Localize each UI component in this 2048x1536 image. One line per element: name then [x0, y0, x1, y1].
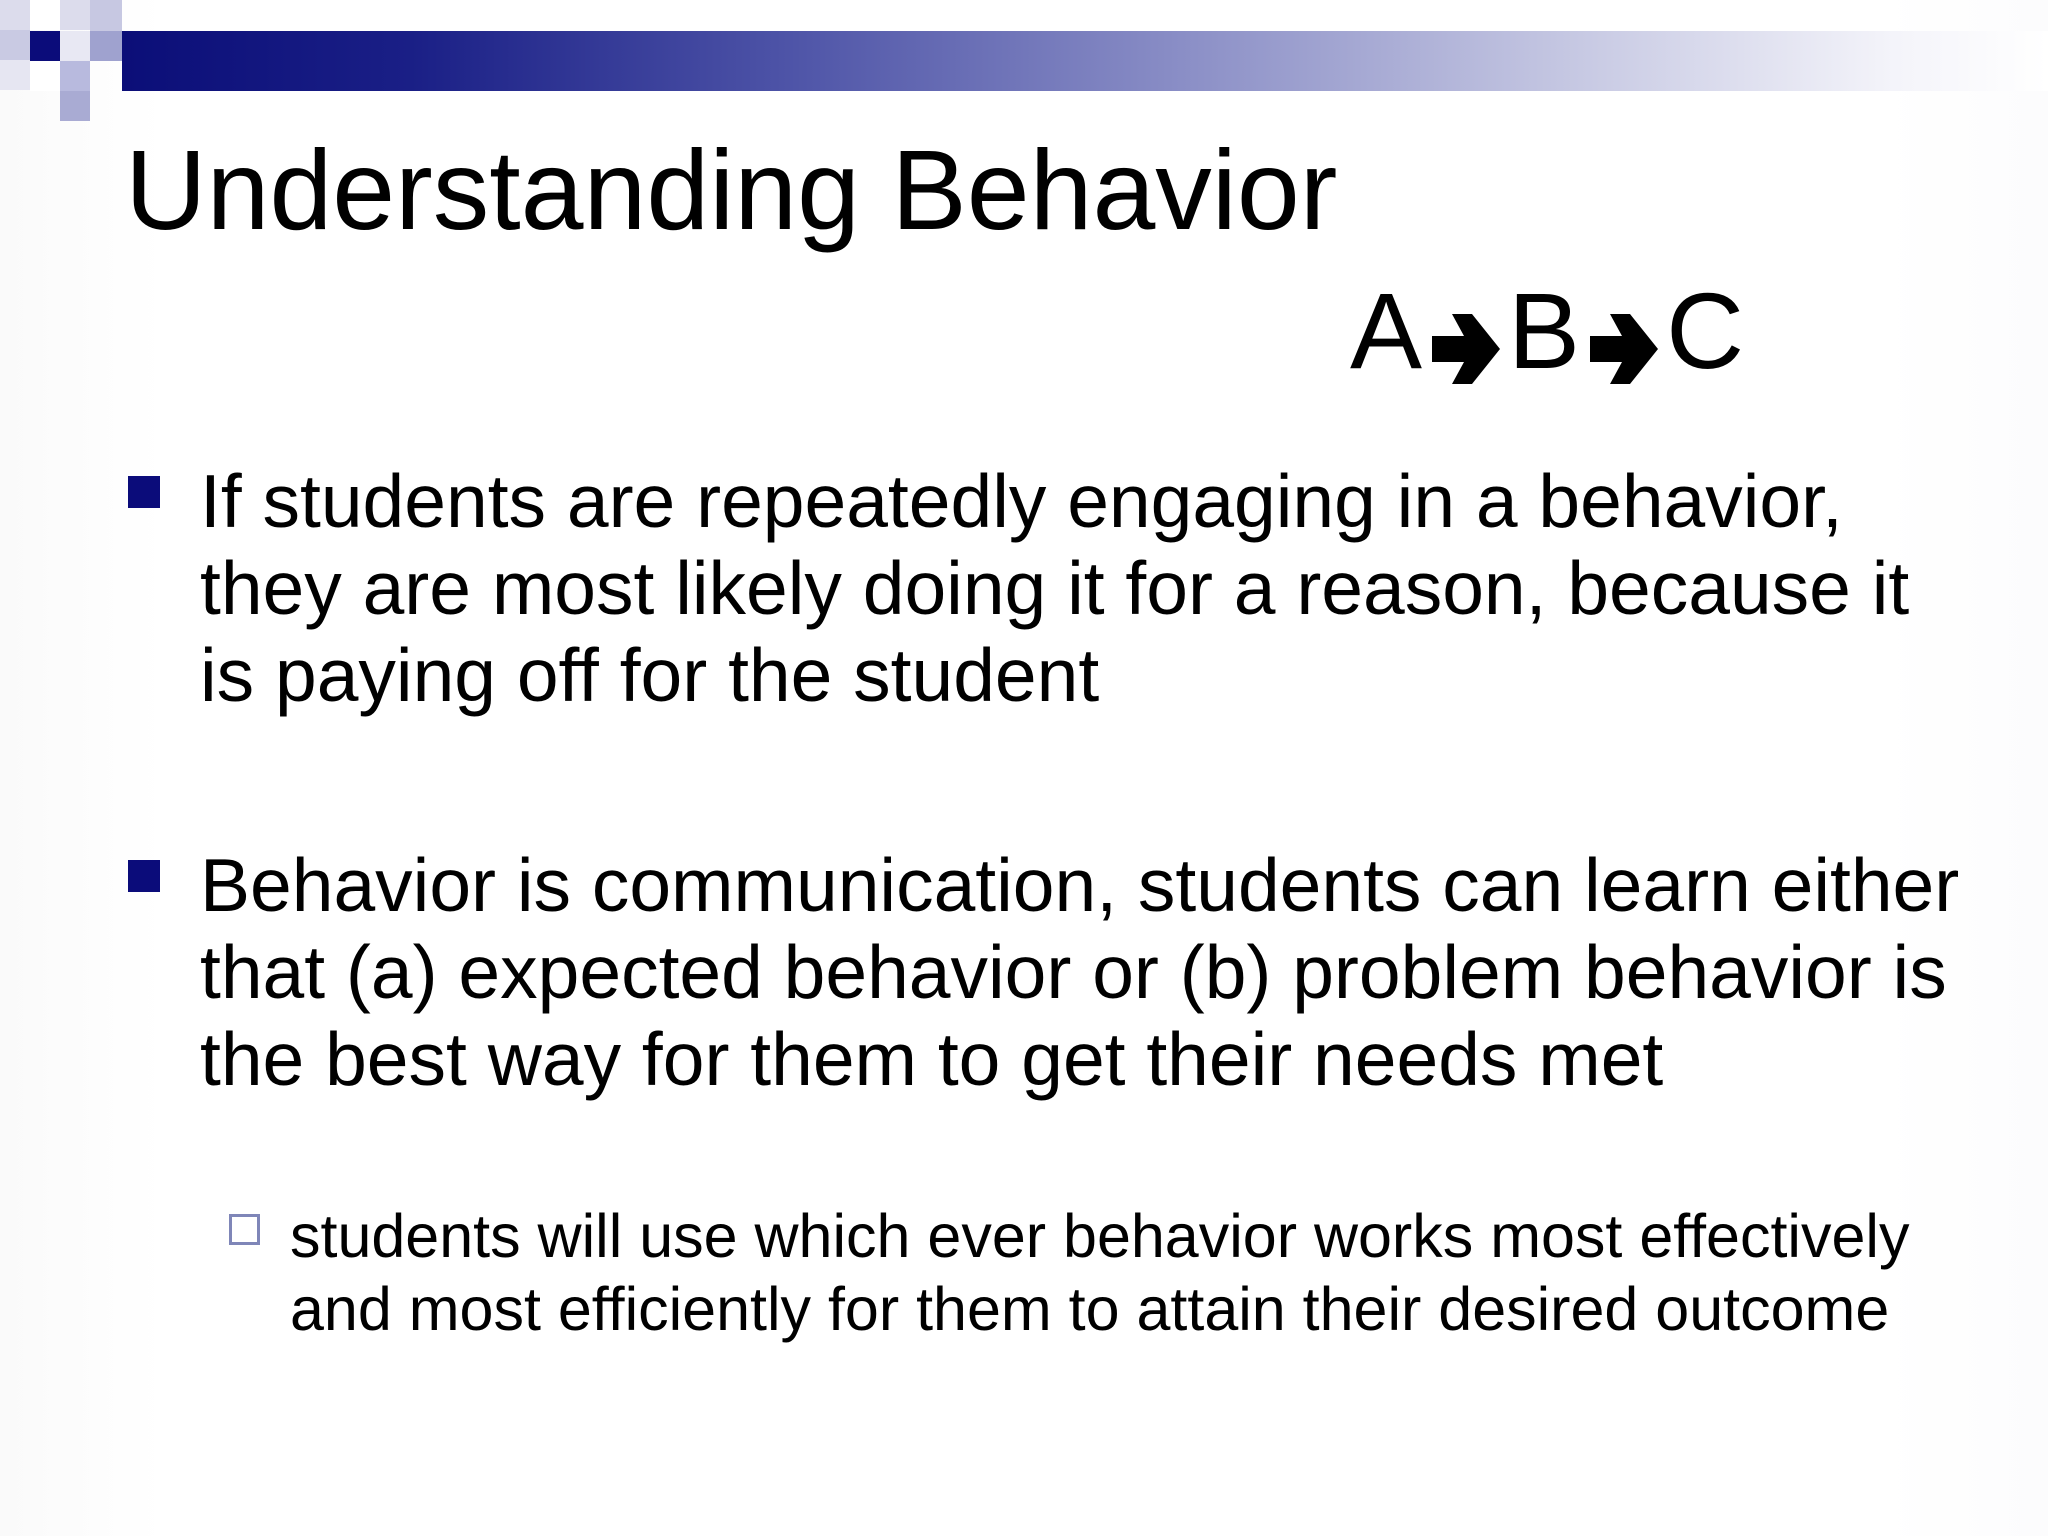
decor-square: [60, 91, 90, 121]
decor-square: [0, 30, 30, 60]
formula-b: B: [1508, 270, 1581, 391]
right-arrow-icon: [1426, 292, 1504, 370]
abc-formula: [1350, 272, 1744, 391]
slide-title: Understanding Behavior: [125, 127, 1338, 253]
sub-bullet-text: students will use which ever behavior works most effectively and most efficiently for them to attain their desired outcome: [290, 1202, 1910, 1343]
formula-a: A: [1350, 270, 1423, 391]
header-gradient-bar: [122, 31, 2048, 91]
decor-square: [60, 31, 90, 61]
bullet-text: If students are repeatedly engaging in a behavior, they are most likely doing it for a reason, because it is paying off for the student: [200, 459, 1910, 717]
decor-square: [30, 31, 60, 61]
square-bullet-icon: [128, 860, 160, 892]
decor-square: [60, 0, 90, 30]
decor-square: [0, 60, 30, 90]
bullet-item: [125, 458, 1968, 719]
decor-square: [30, 61, 60, 91]
decor-square: [90, 31, 122, 61]
bullet-text: Behavior is communication, students can learn either that (a) expected behavior or (b) problem behavior is the best way for them to get their needs met: [200, 843, 1960, 1101]
formula-c: C: [1666, 270, 1745, 391]
square-bullet-icon: [128, 476, 160, 508]
decor-square: [0, 0, 30, 30]
right-arrow-icon: [1584, 292, 1662, 370]
decor-square: [30, 0, 60, 30]
hollow-square-bullet-icon: [229, 1214, 260, 1245]
decor-square: [90, 0, 122, 31]
bullet-item: [125, 842, 1968, 1103]
decor-square: [60, 61, 90, 91]
sub-bullet-item: [229, 1200, 1968, 1346]
